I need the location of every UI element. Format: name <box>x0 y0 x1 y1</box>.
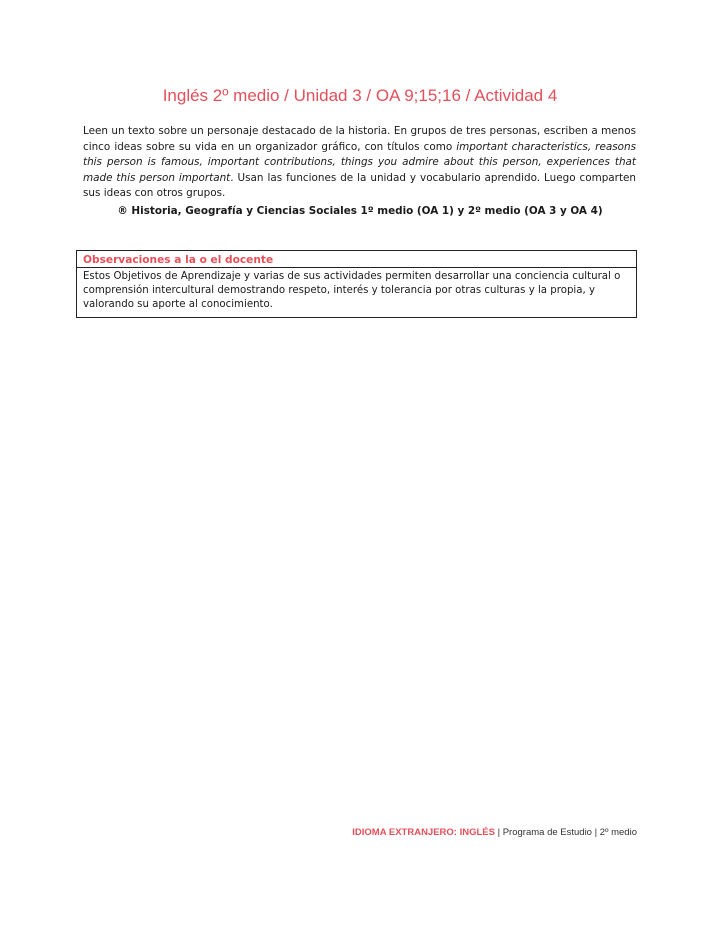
activity-text-part-1: Leen un texto sobre un personaje destacado de la historia. En grupos de tres personas, escriben a menos cinco ideas sobre su vida en un organizador gráfico, con títulos como <box>83 125 636 153</box>
footer-program: Programa de Estudio <box>502 827 592 838</box>
activity-italic-titles: important characteristics, reasons this person is famous, important contributions, things you admire about this person, experiences that made this person important <box>83 140 636 184</box>
activity-description <box>83 124 636 202</box>
footer-level: 2º medio <box>599 827 637 838</box>
footer-separator: | <box>494 827 503 838</box>
footer-separator: | <box>591 827 600 838</box>
page-title: Inglés 2º medio / Unidad 3 / OA 9;15;16 / Actividad 4 <box>162 86 558 105</box>
observations-header: Observaciones a la o el docente <box>77 251 636 268</box>
footer-subject: IDIOMA EXTRANJERO: INGLÉS <box>352 827 495 838</box>
observations-text: Estos Objetivos de Aprendizaje y varias de sus actividades permiten desarrollar una conciencia cultural o comprensión intercultural demostrando respeto, interés y tolerancia por otras culturas y la propia, y valorando su aporte al conocimiento. <box>83 271 621 310</box>
activity-text-part-2: . Usan las funciones de la unidad y vocabulario aprendido. Luego comparten sus ideas con otros grupos. <box>83 171 636 199</box>
cross-reference: ® Historia, Geografía y Ciencias Sociales 1º medio (OA 1) y 2º medio (OA 3 y OA 4) <box>117 205 603 217</box>
observations-box <box>76 250 637 318</box>
page-footer <box>0 827 637 838</box>
